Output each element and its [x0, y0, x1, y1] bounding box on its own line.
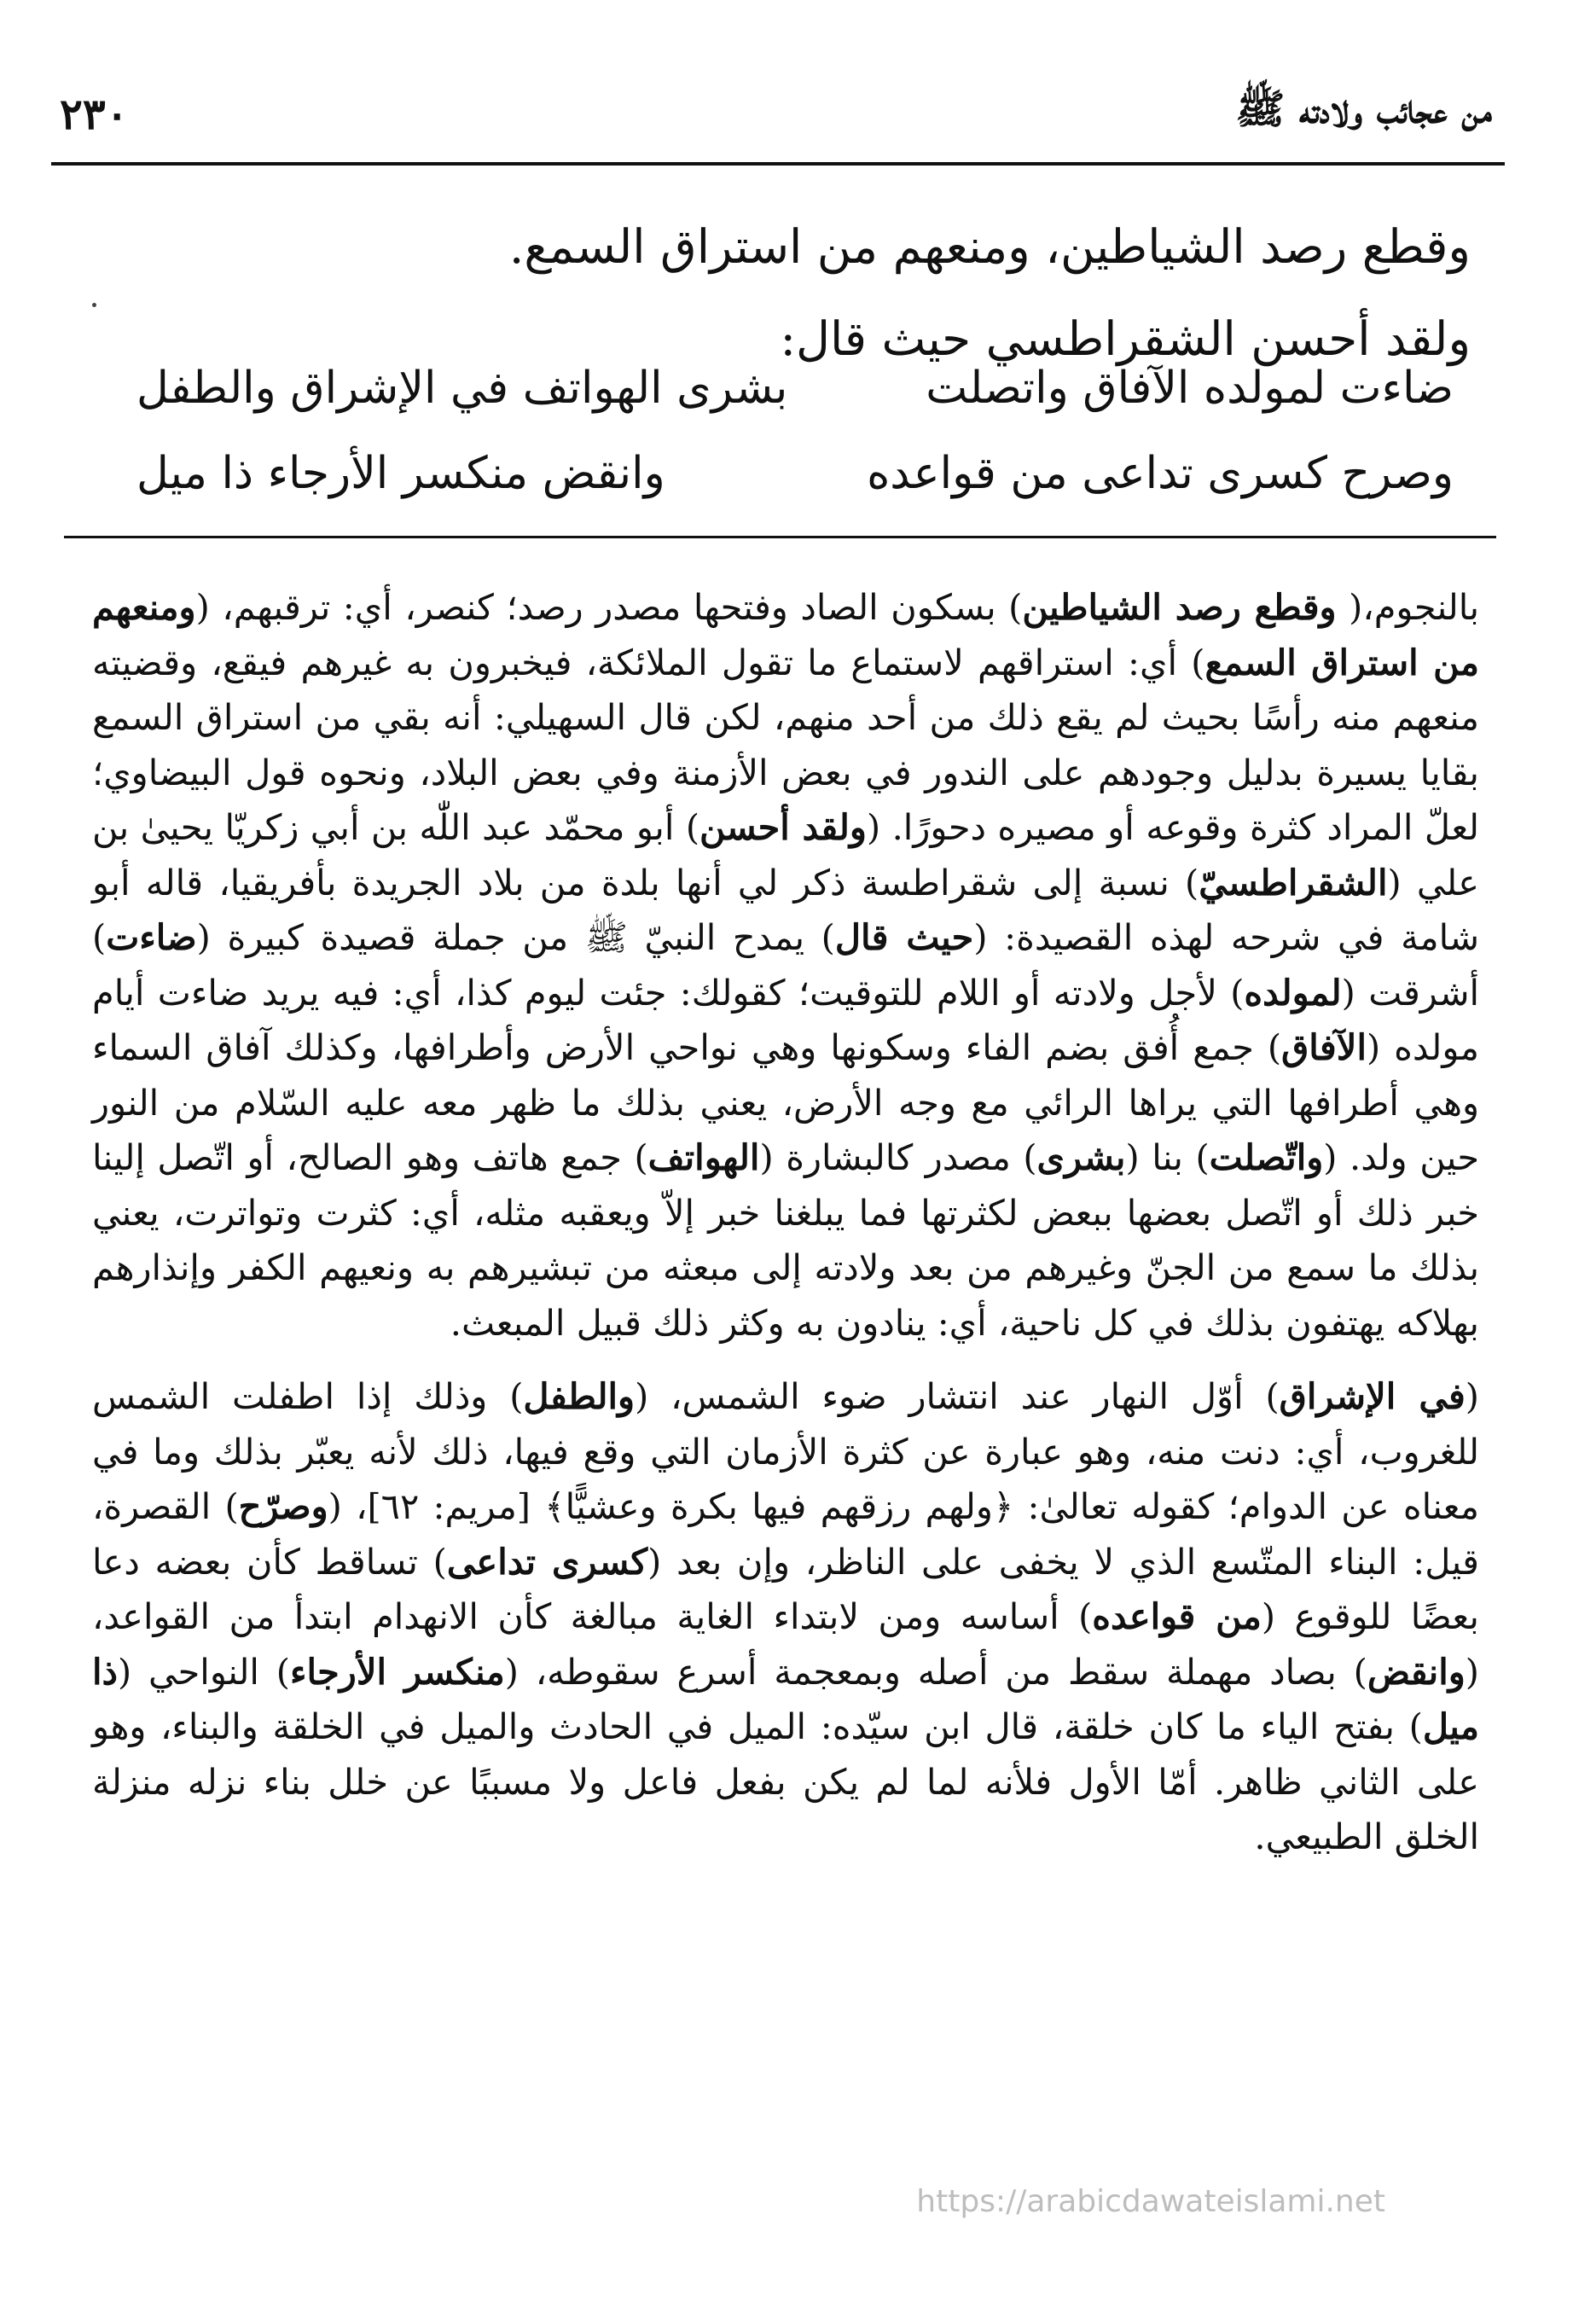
text-run: ) بصاد مهملة سقط من أصله وبمعجمة أسرع سقوطه، (: [504, 1650, 1367, 1693]
header-rule: [51, 162, 1505, 166]
quoted-lemma: منكسر الأرجاء: [289, 1650, 505, 1693]
quoted-lemma: واتّصلت: [1209, 1136, 1324, 1178]
separator-rule: [64, 536, 1496, 538]
text-run: (: [1465, 1375, 1479, 1417]
text-run: ) تساقط كأن بعضه دعا بعضًا للوقوع (: [92, 1540, 1479, 1637]
verse-1-first-hemistich: ضاءت لمولده الآفاق واتصلت: [926, 363, 1454, 414]
watermark-url: https://arabicdawateislami.net: [916, 2184, 1385, 2219]
text-run: ) القصرة، قيل: البناء المتّسع الذي لا يخفى على الناظر، وإن بعد (: [92, 1485, 1480, 1583]
text-run: ) بفتح الياء ما كان خلقة، قال ابن سيّده: الميل في الحادث والميل في الخلقة والبناء، وهو على الثاني ظاهر. أمّا الأول فلأنه لما لم يكن بفعل فاعل ولا مسببًا عن خلل بناء نزله منزلة الخلق الطبيعي.: [92, 1705, 1479, 1857]
text-run: ) مصدر كالبشارة (: [759, 1136, 1037, 1178]
quoted-lemma: من قواعده: [1092, 1595, 1262, 1637]
quoted-lemma: ولقد أحسن: [699, 806, 867, 848]
quoted-lemma: حيث قال: [834, 916, 974, 958]
commentary-paragraph-1: [92, 580, 1479, 1351]
quoted-lemma: وصرّح: [238, 1485, 328, 1527]
quoted-lemma: الشقراطسيّ: [1199, 861, 1388, 903]
print-speck: [92, 303, 96, 307]
quoted-lemma: وقطع رصد الشياطين: [1022, 586, 1337, 628]
text-run: ) أشرقت (: [92, 916, 1480, 1014]
text-run: ) نسبة إلى شقراطسة ذكر لي أنها بلدة من بلاد الجريدة بأفريقيا، قاله أبو شامة في شرحه لهذه القصيدة: (: [92, 861, 1479, 958]
quoted-lemma: ضاءت: [106, 916, 197, 958]
quoted-lemma: الهواتف: [647, 1136, 760, 1178]
commentary: [92, 580, 1479, 1865]
text-run: ) جمع هاتف وهو الصالح، أو اتّصل إلينا خبر ذلك أو اتّصل بعضها ببعض لكثرتها فما يبلغنا خبر إلاّ ويعقبه مثله، أي: كثرت وتواترت، يعني بذلك ما سمع من الجنّ وغيرهم من بعد ولادته إلى مبعثه من تبشيرهم به ونعيهم الكفر وإنذارهم بهلاكه يهتفون بذلك في كل ناحية، أي: ينادون به وكثر ذلك قبيل المبعث.: [92, 1136, 1479, 1344]
verse-line-2: [136, 448, 1454, 499]
text-run: ) جمع أُفق بضم الفاء وسكونها وهي نواحي الأرض وأطرافها، وكذلك آفاق السماء وهي أطرافها التي يراها الرائي مع وجه الأرض، يعني بذلك ما ظهر معه عليه السّلام من النور حين ولد. (: [92, 1026, 1479, 1178]
verse-2-second-hemistich: وانقض منكسر الأرجاء ذا ميل: [136, 448, 665, 499]
text-run: ) لأجل ولادته أو اللام للتوقيت؛ كقولك: جئت ليوم كذا، أي: فيه يريد ضاءت أيام مولده (: [92, 971, 1479, 1068]
text-run: بالنجوم،(: [1336, 586, 1479, 628]
page-number: ٢٣٠: [60, 88, 129, 139]
matn-line-2: ولقد أحسن الشقراطسي حيث قال:: [780, 311, 1471, 366]
main-text: [128, 200, 1471, 385]
verse-1-second-hemistich: بشرى الهواتف في الإشراق والطفل: [136, 363, 788, 414]
verse-2-first-hemistich: وصرح كسرى تداعى من قواعده: [867, 448, 1454, 499]
text-run: ) أبو محمّد عبد اللّٰه بن أبي زكريّا يحيىٰ بن علي (: [92, 806, 1479, 903]
quoted-lemma: لمولده: [1244, 971, 1342, 1014]
running-title: من عجائب ولادته ﷺ: [1235, 84, 1492, 133]
matn-line-1: وقطع رصد الشياطين، ومنعهم من استراق السمع.: [508, 219, 1471, 274]
quoted-lemma: كسرى تداعى: [446, 1540, 648, 1583]
quoted-lemma: وانقض: [1367, 1650, 1466, 1693]
quoted-lemma: والطفل: [523, 1375, 636, 1417]
text-run: ) أساسه ومن لابتداء الغاية مبالغة كأن الانهدام ابتدأ من القواعد، (: [92, 1595, 1479, 1693]
text-run: ) بسكون الصاد وفتحها مصدر رصد؛ كنصر، أي: ترقبهم، (: [195, 586, 1023, 628]
text-run: ) يمدح النبيّ ﷺ من جملة قصيدة كبيرة (: [196, 916, 835, 958]
text-run: ) وذلك إذا اطفلت الشمس للغروب، أي: دنت منه، وهو عبارة عن كثرة الأزمان التي وقع فيها، ذلك لأنه يعبّر بذلك وما في معناه عن الدوام؛ كقوله تعالىٰ: ﴿ولهم رزقهم فيها بكرة وعشيًّا﴾ [مريم: ٦٢]، (: [92, 1375, 1480, 1527]
page-header: [60, 75, 1492, 152]
commentary-paragraph-2: [92, 1369, 1479, 1865]
text-run: ) أي: استراقهم لاستماع ما تقول الملائكة، فيخبرون به غيرهم فيقع، وقضيته منعهم منه رأسًا بحيث لم يقع ذلك من أحد منهم، لكن قال السهيلي: أنه بقي من استراق السمع بقايا يسيرة بدليل وجودهم على الندور في بعض الأزمنة وفي بعض البلاد، ونحوه قول البيضاوي؛ لعلّ المراد كثرة وقوعه أو مصيره دحورًا. (: [92, 641, 1479, 848]
quoted-lemma: ذا ميل: [92, 1650, 1479, 1747]
text-run: ) بنا (: [1125, 1136, 1210, 1178]
quoted-lemma: الآفاق: [1281, 1026, 1367, 1068]
quoted-lemma: في الإشراق: [1279, 1375, 1466, 1417]
text-run: ) أوّل النهار عند انتشار ضوء الشمس، (: [635, 1375, 1280, 1417]
verse-line-1: [136, 363, 1454, 414]
text-run: ) النواحي (: [118, 1650, 290, 1693]
quoted-lemma: ومنعهم من استراق السمع: [92, 586, 1480, 683]
quoted-lemma: بشرى: [1036, 1136, 1126, 1178]
